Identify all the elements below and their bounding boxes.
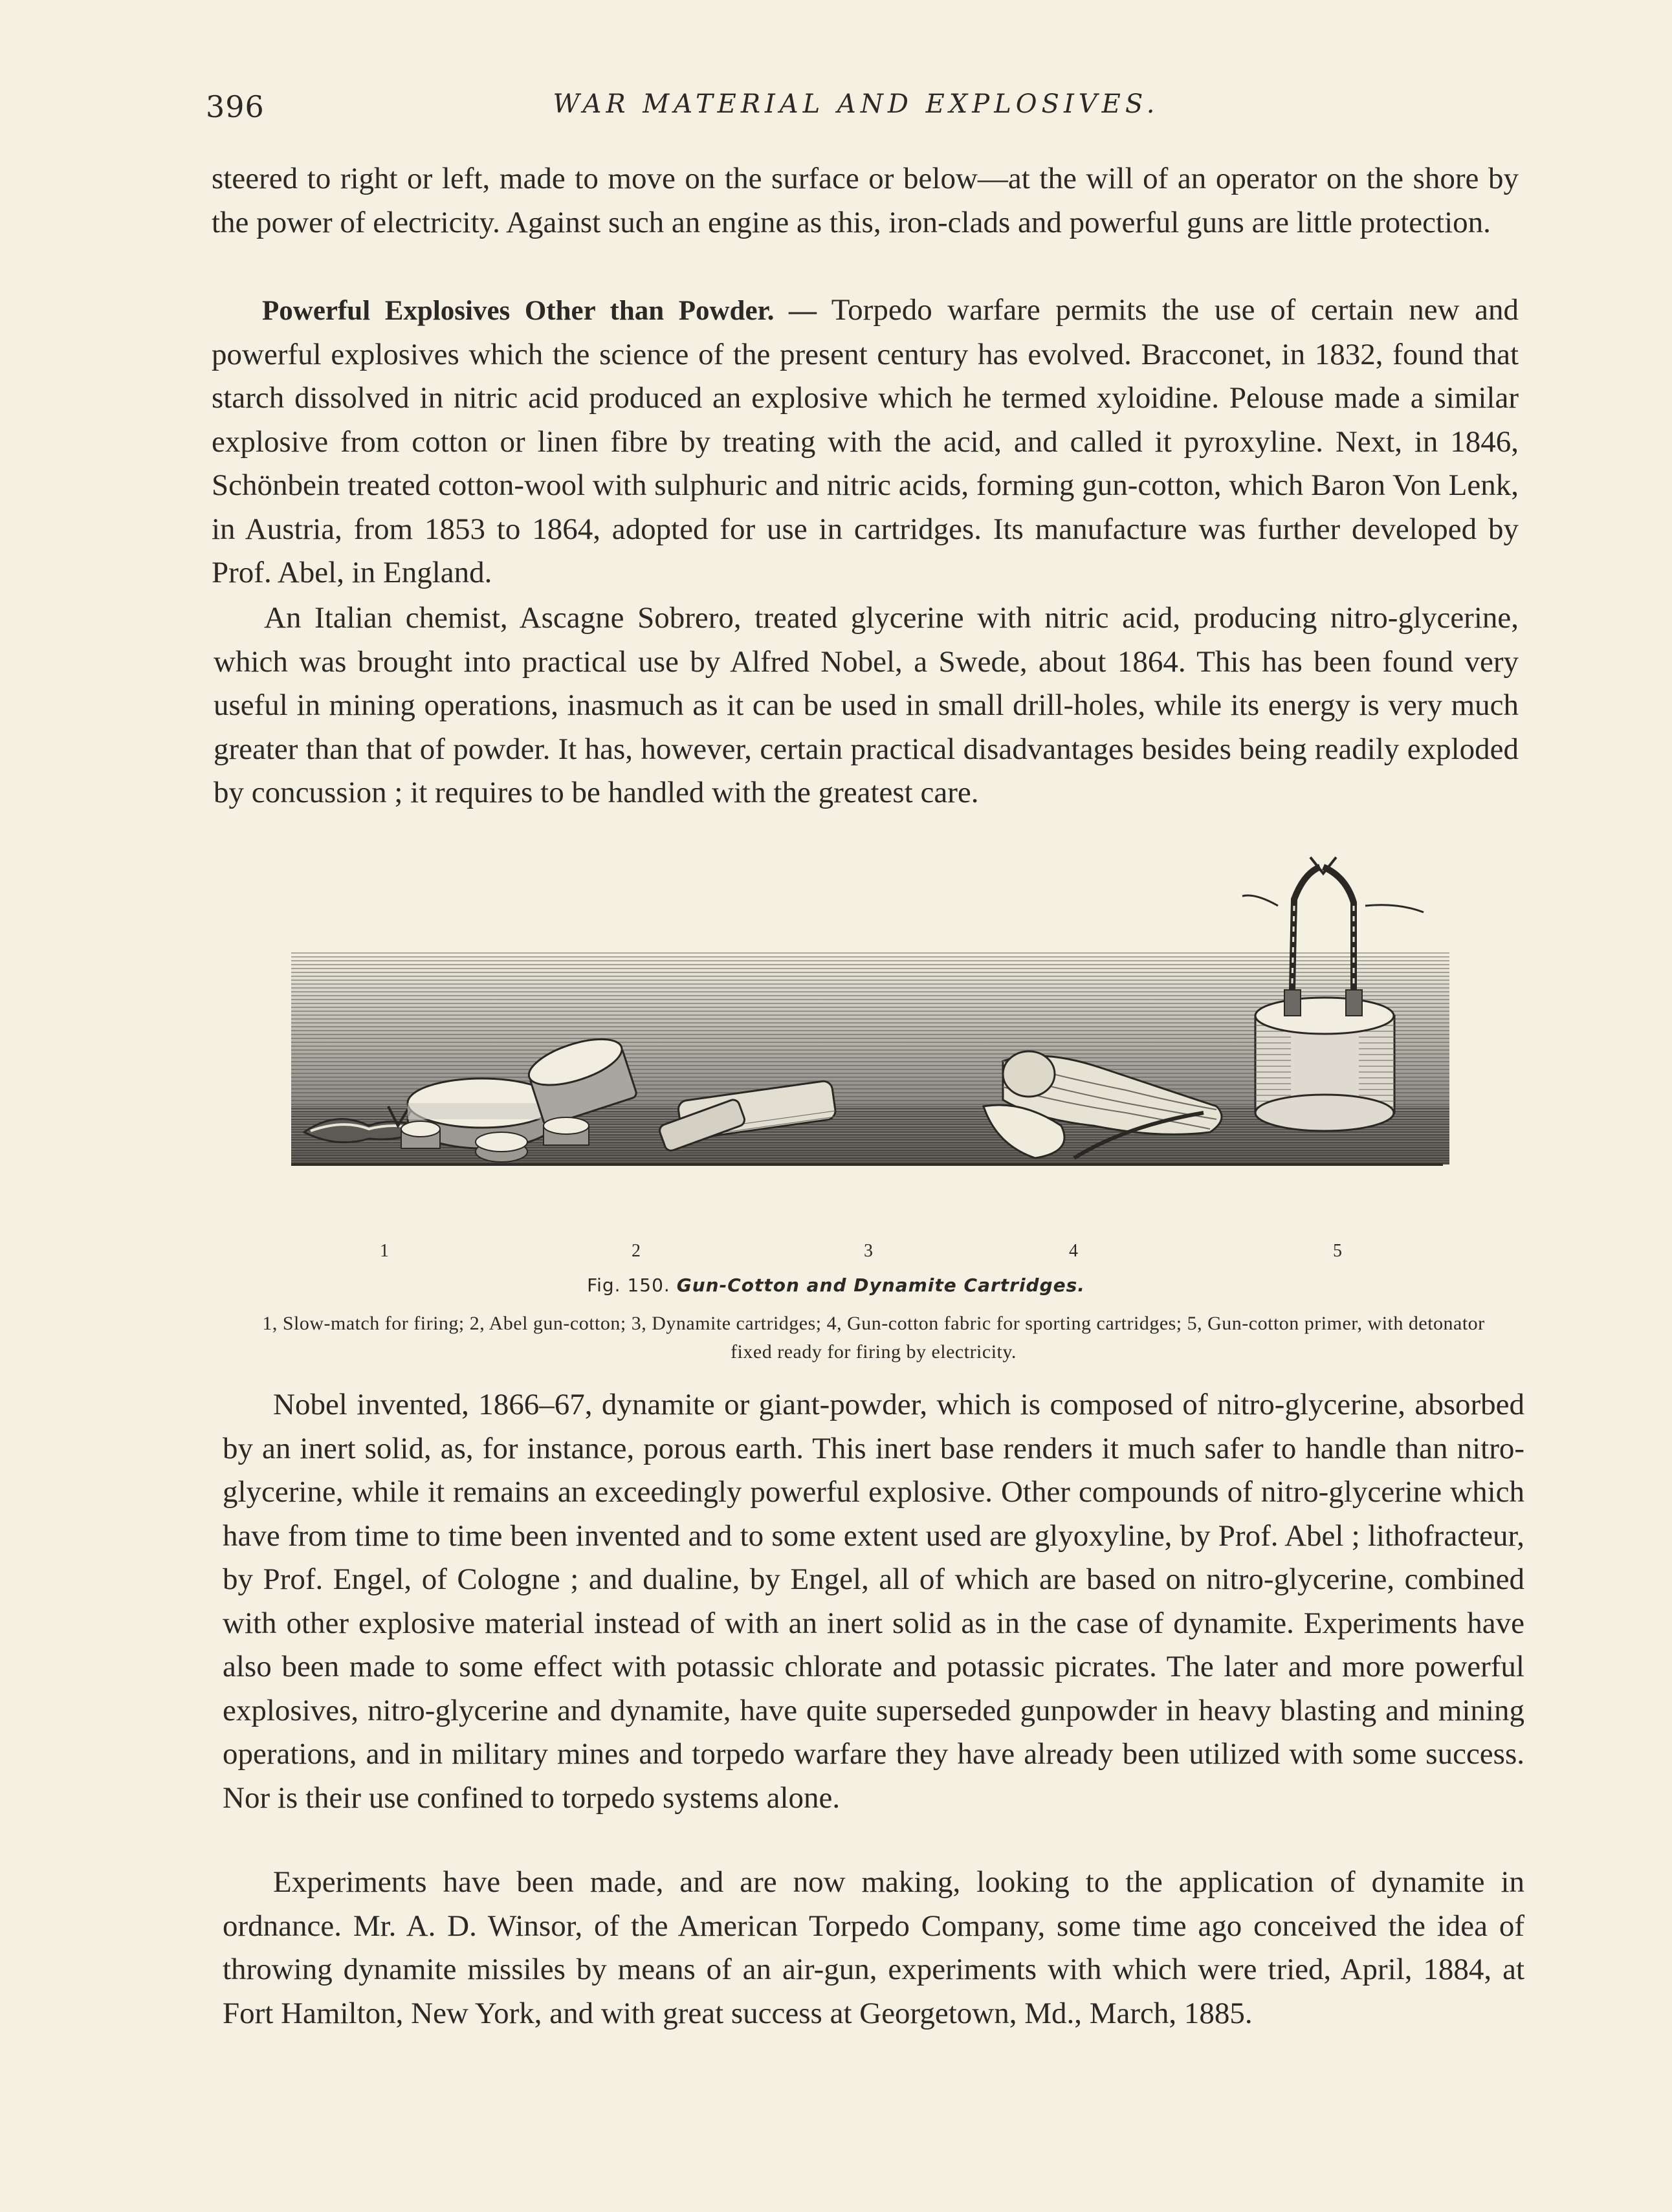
running-title: WAR MATERIAL AND EXPLOSIVES. bbox=[553, 89, 1160, 119]
page-number: 396 bbox=[206, 89, 265, 124]
section-heading: Powerful Explosives Other than Powder. — bbox=[262, 296, 817, 326]
paragraph-continuation: steered to right or left, made to move on the surface or below—at the will of an operator on the shore by the power of electricity. Against such an engine as this, iron-clads and powerful guns are little protection. bbox=[212, 162, 1519, 239]
paragraph-powerful-explosives bbox=[212, 289, 1519, 595]
page-header bbox=[206, 89, 1506, 135]
gun-cotton-dynamite-illustration bbox=[285, 854, 1449, 1236]
figure-title bbox=[0, 1275, 1672, 1296]
paragraph-dynamite: Nobel invented, 1866–67, dynamite or giant-powder, which is composed of nitro-glycerine, absorbed by an inert solid, as, for instance, porous earth. This inert base renders it much safer to handle than nitro-glycerine, while it remains an exceedingly powerful explosive. Other compounds of nitro-glycerine which have from time to time been invented and to some extent used are glyoxyline, by Prof. Abel ; lithofracteur, by Prof. Engel, of Cologne ; and dualine, by Engel, all of which are based on nitro-glycerine, combined with other explosive material instead of with an inert solid as in the case of dynamite. Experiments have also been made to some effect with potassic chlorate and potassic picrates. The later and more powerful explosives, nitro-glycerine and dynamite, have quite superseded gunpowder in heavy blasting and mining operations, and in military mines and torpedo warfare they have already been utilized with some success. Nor is their use confined to torpedo systems alone. bbox=[223, 1388, 1524, 1815]
paragraph-body: Torpedo warfare permits the use of certain new and powerful explosives which the science of the present century has evolved. Bracconet, in 1832, found that starch dissolved in nitric acid produced an explosive which he termed xyloidine. Pelouse made a similar explosive from cotton or linen fibre by treating with the acid, and called it pyroxyline. Next, in 1846, Schönbein treated cotton-wool with sulphuric and nitric acids, forming gun-cotton, which Baron Von Lenk, in Austria, from 1853 to 1864, adopted for use in cartridges. Its manufacture was further developed by Prof. Abel, in England. bbox=[212, 293, 1519, 589]
figure-item-number: 1 bbox=[380, 1241, 389, 1261]
paragraph-nitroglycerine: An Italian chemist, Ascagne Sobrero, treated glycerine with nitric acid, producing nitro-glycerine, which was brought into practical use by Alfred Nobel, a Swede, about 1864. This has been found very useful in mining operations, inasmuch as it can be used in small drill-holes, while its energy is very much greater than that of powder. It has, however, certain practical disadvantages besides being readily exploded by concussion ; it requires to be handled with the greatest care. bbox=[214, 601, 1519, 809]
figure-item-number: 5 bbox=[1333, 1241, 1342, 1261]
figure-item-number: 3 bbox=[864, 1241, 873, 1261]
figure-caption: 1, Slow-match for firing; 2, Abel gun-cotton; 3, Dynamite cartridges; 4, Gun-cotton fabric for sporting cartridges; 5, Gun-cotton primer, with detonator fixed ready for firing by electricity. bbox=[262, 1313, 1485, 1363]
figure-item-number: 4 bbox=[1069, 1241, 1078, 1261]
figure-label: Fig. 150. bbox=[587, 1275, 670, 1296]
figure-item-number: 2 bbox=[632, 1241, 641, 1261]
figure-title-text: Gun-Cotton and Dynamite Cartridges. bbox=[676, 1275, 1085, 1296]
paragraph-ordnance-experiments: Experiments have been made, and are now making, looking to the application of dynamite in ordnance. Mr. A. D. Winsor, of the American Torpedo Company, some time ago conceived the idea of throwing dynamite missiles by means of an air-gun, experiments with which were tried, April, 1884, at Fort Hamilton, New York, and with great success at Georgetown, Md., March, 1885. bbox=[223, 1865, 1524, 2030]
